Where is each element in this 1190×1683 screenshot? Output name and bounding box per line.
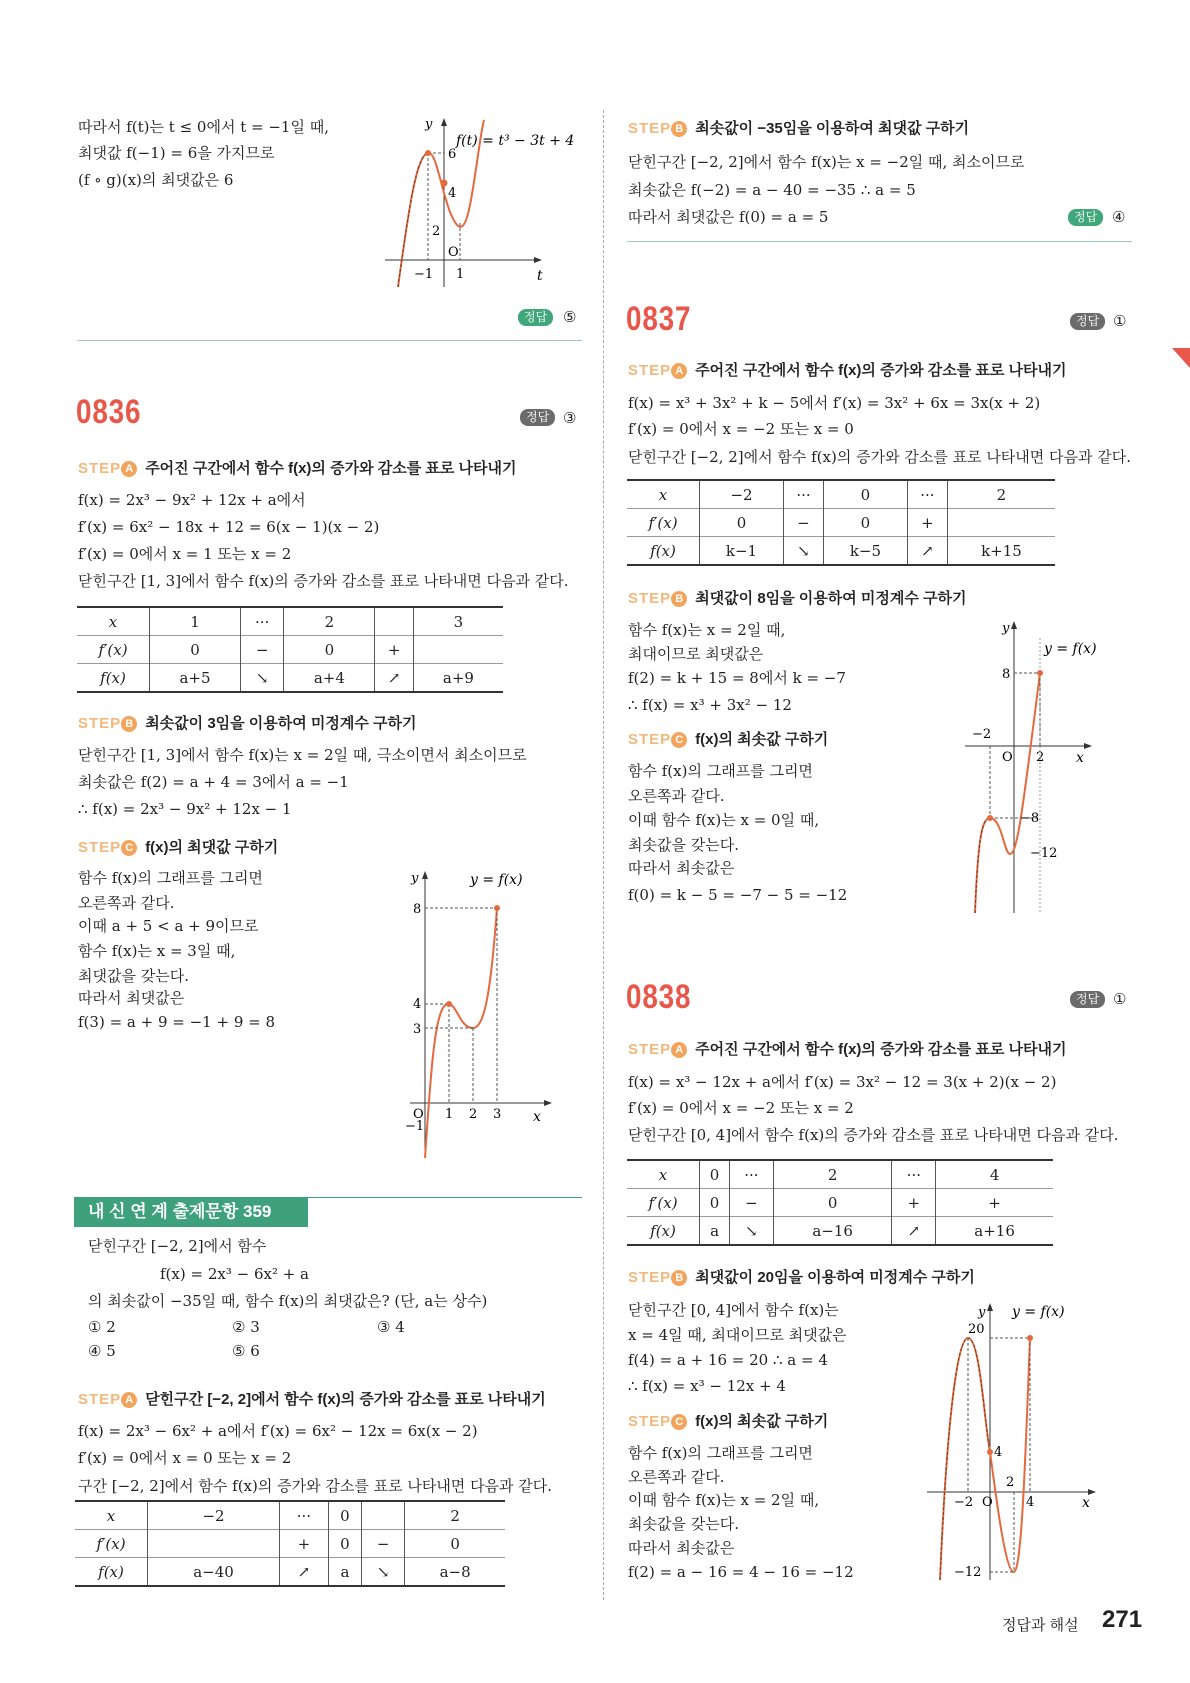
text-line: f(4) = a + 16 = 20 ∴ a = 4 (628, 1351, 828, 1369)
step-a-heading: STEP A 주어진 구간에서 함수 f(x)의 증가와 감소를 표로 나타내기 (628, 362, 1067, 379)
tick-neg12: −12 (1030, 846, 1058, 861)
tick-1: 1 (445, 1107, 454, 1122)
step-c-heading: STEP C f(x)의 최솟값 구하기 (628, 1413, 829, 1430)
column-divider (603, 110, 604, 1600)
tick-2: 2 (432, 224, 441, 239)
text-line: 함수 f(x)의 그래프를 그리면 (628, 762, 813, 780)
tick-8: 8 (413, 902, 422, 917)
text-line: 닫힌구간 [−2, 2]에서 함수 (88, 1237, 267, 1255)
tick-2: 2 (469, 1107, 478, 1122)
tick-8: 8 (1002, 667, 1011, 682)
tick-4: 4 (448, 186, 457, 201)
answer-badge: 정답 (1070, 313, 1105, 330)
function-label: y = f(x) (470, 872, 523, 888)
text-line: f(x) = x³ + 3x² + k − 5에서 f′(x) = 3x² + 6x = 3x(x + 2) (628, 394, 1041, 412)
tick-2: 2 (1006, 1475, 1015, 1490)
step-b-heading: STEP B 최솟값이 −35임을 이용하여 최댓값 구하기 (628, 120, 970, 137)
corner-tab (1172, 348, 1190, 368)
answer-mark: ① (1113, 312, 1127, 330)
divider (627, 241, 1132, 242)
origin-label: O (1002, 750, 1013, 765)
text-line: 함수 f(x)는 x = 2일 때, (628, 621, 786, 639)
function-label: y = f(x) (1044, 641, 1097, 657)
problem-number: 0836 (76, 393, 142, 431)
footer-label: 정답과 해설 (1002, 1617, 1079, 1634)
y-axis-label: y (411, 871, 419, 886)
variation-table: x 0 ··· 2 ··· 4 f′(x) 0 − 0 + + f(x) a ↘ a−16 ↗ a+16 (627, 1159, 1053, 1246)
tick-neg2: −2 (954, 1495, 974, 1510)
text-line: 닫힌구간 [−2, 2]에서 함수 f(x)의 증가와 감소를 표로 나타내면 다음과 같다. (628, 448, 1132, 466)
divider (77, 340, 582, 341)
text-line: 따라서 최솟값은 (628, 1539, 735, 1557)
graph-f-t (380, 115, 575, 290)
tick-neg2: −2 (972, 727, 992, 742)
tick-20: 20 (968, 1322, 985, 1337)
x-axis-label: x (1082, 1495, 1090, 1511)
step-b-heading: STEP B 최솟값이 3임을 이용하여 미정계수 구하기 (78, 715, 417, 732)
text-line: f(3) = a + 9 = −1 + 9 = 8 (78, 1013, 276, 1031)
step-a-heading: STEP A 주어진 구간에서 함수 f(x)의 증가와 감소를 표로 나타내기 (628, 1041, 1067, 1058)
choice[interactable]: ④ 5 (88, 1342, 116, 1360)
problem-number: 0838 (626, 978, 692, 1016)
answer-mark: ⑤ (563, 308, 577, 326)
tick-3x: 3 (493, 1107, 502, 1122)
tick-neg12: −12 (954, 1565, 982, 1580)
tick-3: 3 (413, 1022, 422, 1037)
answer-mark: ③ (563, 409, 577, 427)
choice[interactable]: ⑤ 6 (232, 1342, 260, 1360)
text-line: 닫힌구간 [1, 3]에서 함수 f(x)의 증가와 감소를 표로 나타내면 다음과 같다. (78, 572, 569, 590)
origin-label: O (448, 245, 459, 260)
text-line: f′(x) = 0에서 x = 0 또는 x = 2 (78, 1449, 292, 1467)
y-axis-label: y (1002, 621, 1010, 636)
text-line: 따라서 f(t)는 t ≤ 0에서 t = −1일 때, (78, 118, 329, 136)
text-line: f′(x) = 0에서 x = −2 또는 x = 2 (628, 1099, 854, 1117)
step-c-heading: STEP C f(x)의 최댓값 구하기 (78, 839, 279, 856)
text-line: 오른쪽과 같다. (78, 894, 175, 912)
text-line: 함수 f(x)는 x = 3일 때, (78, 942, 236, 960)
step-b-heading: STEP B 최댓값이 8임을 이용하여 미정계수 구하기 (628, 590, 967, 607)
text-line: 오른쪽과 같다. (628, 787, 725, 805)
x-axis-label: x (1076, 750, 1084, 766)
text-line: 따라서 최솟값은 (628, 859, 735, 877)
text-line: 오른쪽과 같다. (628, 1468, 725, 1486)
variation-table: x −2 ··· 0 2 f′(x) + 0 − 0 f(x) a−40 ↗ a ↘ a−8 (75, 1500, 505, 1587)
answer-mark: ④ (1112, 208, 1126, 226)
text-line: 이때 a + 5 < a + 9이므로 (78, 917, 259, 935)
tick-1: 1 (456, 267, 465, 282)
text-line: 최대이므로 최댓값은 (628, 645, 764, 663)
text-line: f(x) = 2x³ − 9x² + 12x + a에서 (78, 491, 306, 509)
tick-4: 4 (413, 997, 422, 1012)
answer-badge: 정답 (518, 309, 553, 326)
text-line: f(0) = k − 5 = −7 − 5 = −12 (628, 886, 848, 904)
answer-badge: 정답 (1070, 991, 1105, 1008)
tick-4: 4 (994, 1445, 1003, 1460)
text-line: ∴ f(x) = x³ + 3x² − 12 (628, 696, 792, 714)
step-a-heading: STEP A 주어진 구간에서 함수 f(x)의 증가와 감소를 표로 나타내기 (78, 460, 517, 477)
x-axis-label: x (533, 1109, 541, 1125)
graph-0837 (960, 618, 1100, 918)
tick-2: 2 (1036, 750, 1045, 765)
text-line: 최솟값은 f(2) = a + 4 = 3에서 a = −1 (78, 773, 349, 791)
tick-4x: 4 (1026, 1495, 1035, 1510)
text-line: 최솟값은 f(−2) = a − 40 = −35 ∴ a = 5 (628, 181, 916, 199)
text-line: 함수 f(x)의 그래프를 그리면 (628, 1444, 813, 1462)
text-line: 의 최솟값이 −35일 때, 함수 f(x)의 최댓값은? (단, a는 상수) (88, 1292, 488, 1310)
text-line: 닫힌구간 [−2, 2]에서 함수 f(x)는 x = −2일 때, 최소이므로 (628, 153, 1025, 171)
page-number: 271 (1102, 1606, 1143, 1633)
text-line: 최솟값을 갖는다. (628, 836, 739, 854)
text-line: 함수 f(x)의 그래프를 그리면 (78, 869, 263, 887)
problem-number: 0837 (626, 300, 692, 338)
text-line: f′(x) = 6x² − 18x + 12 = 6(x − 1)(x − 2) (78, 518, 380, 536)
tick-neg1: −1 (405, 1119, 425, 1134)
text-line: 최솟값을 갖는다. (628, 1515, 739, 1533)
step-a-heading: STEP A 닫힌구간 [−2, 2]에서 함수 f(x)의 증가와 감소를 표로 나타내기 (78, 1391, 546, 1408)
text-line: 닫힌구간 [0, 4]에서 함수 f(x)의 증가와 감소를 표로 나타내면 다음과 같다. (628, 1126, 1119, 1144)
text-line: 닫힌구간 [1, 3]에서 함수 f(x)는 x = 2일 때, 극소이면서 최소이므로 (78, 746, 527, 764)
choice[interactable]: ① 2 (88, 1318, 116, 1336)
text-line: 닫힌구간 [0, 4]에서 함수 f(x)는 (628, 1301, 839, 1319)
text-line: f(x) = 2x³ − 6x² + a (160, 1265, 310, 1283)
text-line: ∴ f(x) = 2x³ − 9x² + 12x − 1 (78, 800, 292, 818)
text-line: f(x) = x³ − 12x + a에서 f′(x) = 3x² − 12 = 3(x + 2)(x − 2) (628, 1073, 1057, 1091)
answer-badge: 정답 (520, 409, 555, 426)
naesin-banner: 내 신 연 계 출제문항 359 (74, 1197, 308, 1227)
text-line: f(2) = a − 16 = 4 − 16 = −12 (628, 1563, 854, 1581)
origin-label: O (982, 1495, 993, 1510)
text-line: x = 4일 때, 최대이므로 최댓값은 (628, 1326, 847, 1344)
text-line: 따라서 최댓값은 f(0) = a = 5 (628, 208, 829, 226)
text-line: 이때 함수 f(x)는 x = 0일 때, (628, 811, 820, 829)
y-axis-label: y (978, 1305, 986, 1320)
answer-mark: ① (1113, 990, 1127, 1008)
step-b-heading: STEP B 최댓값이 20임을 이용하여 미정계수 구하기 (628, 1269, 975, 1286)
text-line: (f ∘ g)(x)의 최댓값은 6 (78, 171, 234, 189)
choice[interactable]: ② 3 (232, 1318, 260, 1336)
text-line: 이때 함수 f(x)는 x = 2일 때, (628, 1491, 820, 1509)
text-line: ∴ f(x) = x³ − 12x + 4 (628, 1377, 786, 1395)
tick-6: 6 (448, 147, 457, 162)
text-line: 따라서 최댓값은 (78, 989, 185, 1007)
y-axis-label: y (425, 117, 433, 132)
x-axis-label: t (537, 268, 543, 284)
text-line: f(x) = 2x³ − 6x² + a에서 f′(x) = 6x² − 12x = 6x(x − 2) (78, 1422, 478, 1440)
tick-neg1: −1 (414, 267, 434, 282)
text-line: 최댓값을 갖는다. (78, 967, 189, 985)
step-c-heading: STEP C f(x)의 최솟값 구하기 (628, 731, 829, 748)
text-line: f′(x) = 0에서 x = −2 또는 x = 0 (628, 420, 854, 438)
function-label: y = f(x) (1012, 1304, 1065, 1320)
origin-label: O (413, 1107, 424, 1122)
tick-neg8: −8 (1020, 811, 1040, 826)
variation-table: x −2 ··· 0 ··· 2 f′(x) 0 − 0 + f(x) k−1 ↘ k−5 ↗ k+15 (627, 479, 1055, 566)
graph-0838 (922, 1300, 1097, 1585)
choice[interactable]: ③ 4 (377, 1318, 405, 1336)
variation-table: x 1 ··· 2 3 f′(x) 0 − 0 + f(x) a+5 ↘ a+4 ↗ a+9 (77, 606, 503, 693)
text-line: f′(x) = 0에서 x = 1 또는 x = 2 (78, 545, 292, 563)
function-label: f(t) = t³ − 3t + 4 (456, 133, 575, 149)
graph-0836 (405, 868, 555, 1168)
text-line: 최댓값 f(−1) = 6을 가지므로 (78, 144, 275, 162)
text-line: 구간 [−2, 2]에서 함수 f(x)의 증가와 감소를 표로 나타내면 다음과 같다. (78, 1477, 553, 1495)
text-line: f(2) = k + 15 = 8에서 k = −7 (628, 669, 846, 687)
answer-badge: 정답 (1068, 209, 1103, 226)
